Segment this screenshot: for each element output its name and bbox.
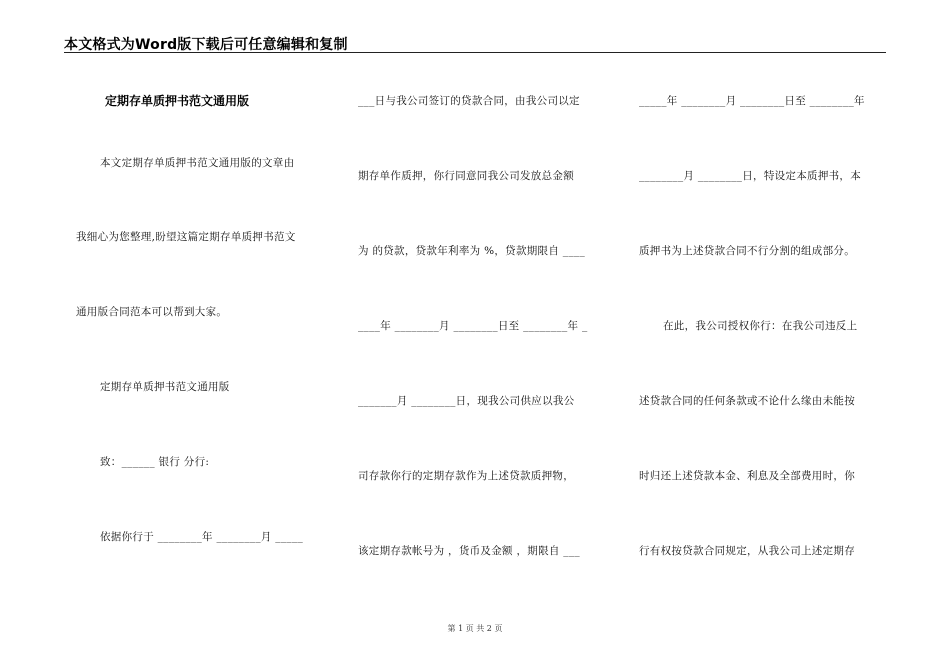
column3-line-2: ________月 ________日，特设定本质押书，本	[639, 170, 862, 182]
column3-line-1: _____年 ________月 ________日至 ________年	[639, 95, 865, 107]
column1-line-3: 通用版合同范本可以帮到大家。	[76, 306, 228, 318]
column3-line-7: 行有权按贷款合同规定，从我公司上述定期存	[639, 545, 855, 557]
column2-line-2: 期存单作质押，你行同意同我公司发放总金额	[358, 170, 574, 182]
column1-line-1: 本文定期存单质押书范文通用版的文章由	[100, 157, 295, 169]
column3-line-4: 在此，我公司授权你行：在我公司违反上	[663, 320, 858, 332]
column1-line-5: 致：______ 银行 分行:	[100, 456, 210, 468]
document-header-title: 本文格式为Word版下载后可任意编辑和复制	[64, 37, 348, 53]
column2-line-4: ____年 ________月 ________日至 ________年 _	[358, 320, 588, 332]
column2-line-7: 该定期存款帐号为 ，货币及金额 ，期限自 ___	[358, 545, 580, 557]
column2-line-6: 司存款你行的定期存款作为上述贷款质押物，	[358, 470, 574, 482]
column2-line-3: 为 的贷款，贷款年利率为 %，贷款期限自 ____	[358, 245, 585, 257]
page-number-footer: 第 1 页 共 2 页	[447, 624, 503, 633]
column1-line-4: 定期存单质押书范文通用版	[100, 381, 230, 393]
column2-line-5: _______月 ________日，现我公司供应以我公	[358, 395, 575, 407]
column2-line-1: ___日与我公司签订的贷款合同，由我公司以定	[358, 95, 580, 107]
column3-line-3: 质押书为上述贷款合同不行分割的组成部分。	[639, 245, 855, 257]
column3-line-5: 述贷款合同的任何条款或不论什么缘由未能按	[639, 395, 855, 407]
column1-line-2: 我细心为您整理,盼望这篇定期存单质押书范文	[76, 231, 296, 243]
header-divider	[64, 52, 886, 53]
document-title: 定期存单质押书范文通用版	[105, 94, 250, 108]
column1-line-6: 依据你行于 ________年 ________月 _____	[100, 531, 304, 543]
column3-line-6: 时归还上述贷款本金、利息及全部费用时，你	[639, 470, 855, 482]
